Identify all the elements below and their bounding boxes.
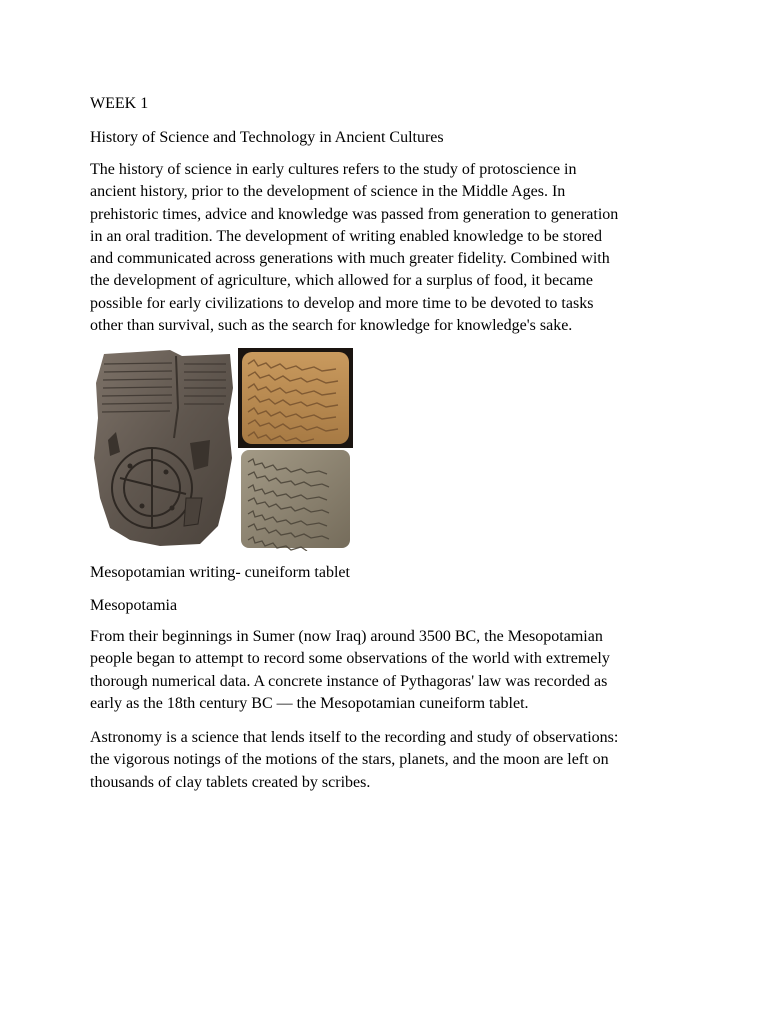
babylonian-map-tablet-image xyxy=(90,348,235,548)
intro-line: other than survival, such as the search for knowledge for knowledge's sake. xyxy=(90,317,573,335)
mesopotamia-paragraph-1 xyxy=(90,626,680,715)
intro-line: possible for early civilizations to develop and more time to be devoted to tasks xyxy=(90,294,594,312)
week-label: WEEK 1 xyxy=(90,95,149,112)
paragraph-line: the vigorous notings of the motions of the stars, planets, and the moon are left on xyxy=(90,751,609,769)
figure-caption: Mesopotamian writing- cuneiform tablet xyxy=(90,564,350,581)
clay-tablet-top-image xyxy=(238,348,353,448)
paragraph-line: thousands of clay tablets created by scribes. xyxy=(90,773,371,791)
paragraph-line: early as the 18th century BC — the Mesopotamian cuneiform tablet. xyxy=(90,694,529,712)
document-title: History of Science and Technology in Ancient Cultures xyxy=(90,129,444,146)
intro-paragraph xyxy=(90,159,680,337)
intro-line: the development of agriculture, which allowed for a surplus of food, it became xyxy=(90,272,593,290)
paragraph-line: people began to attempt to record some observations of the world with extremely xyxy=(90,650,610,668)
mesopotamia-paragraph-2 xyxy=(90,727,680,794)
paragraph-line: From their beginnings in Sumer (now Iraq) around 3500 BC, the Mesopotamian xyxy=(90,628,603,645)
paragraph-line: Astronomy is a science that lends itself to the recording and study of observations: xyxy=(90,729,619,746)
section-heading: Mesopotamia xyxy=(90,597,178,614)
paragraph-line: thorough numerical data. A concrete instance of Pythagoras' law was recorded as xyxy=(90,672,608,690)
cuneiform-figure xyxy=(90,348,355,551)
clay-tablet-bottom-image xyxy=(238,448,353,551)
intro-line: and communicated across generations with much greater fidelity. Combined with xyxy=(90,250,610,268)
intro-line: The history of science in early cultures refers to the study of protoscience in xyxy=(90,161,577,178)
intro-line: ancient history, prior to the development of science in the Middle Ages. In xyxy=(90,183,566,201)
intro-line: prehistoric times, advice and knowledge was passed from generation to generation xyxy=(90,205,619,223)
intro-line: in an oral tradition. The development of writing enabled knowledge to be stored xyxy=(90,227,603,245)
